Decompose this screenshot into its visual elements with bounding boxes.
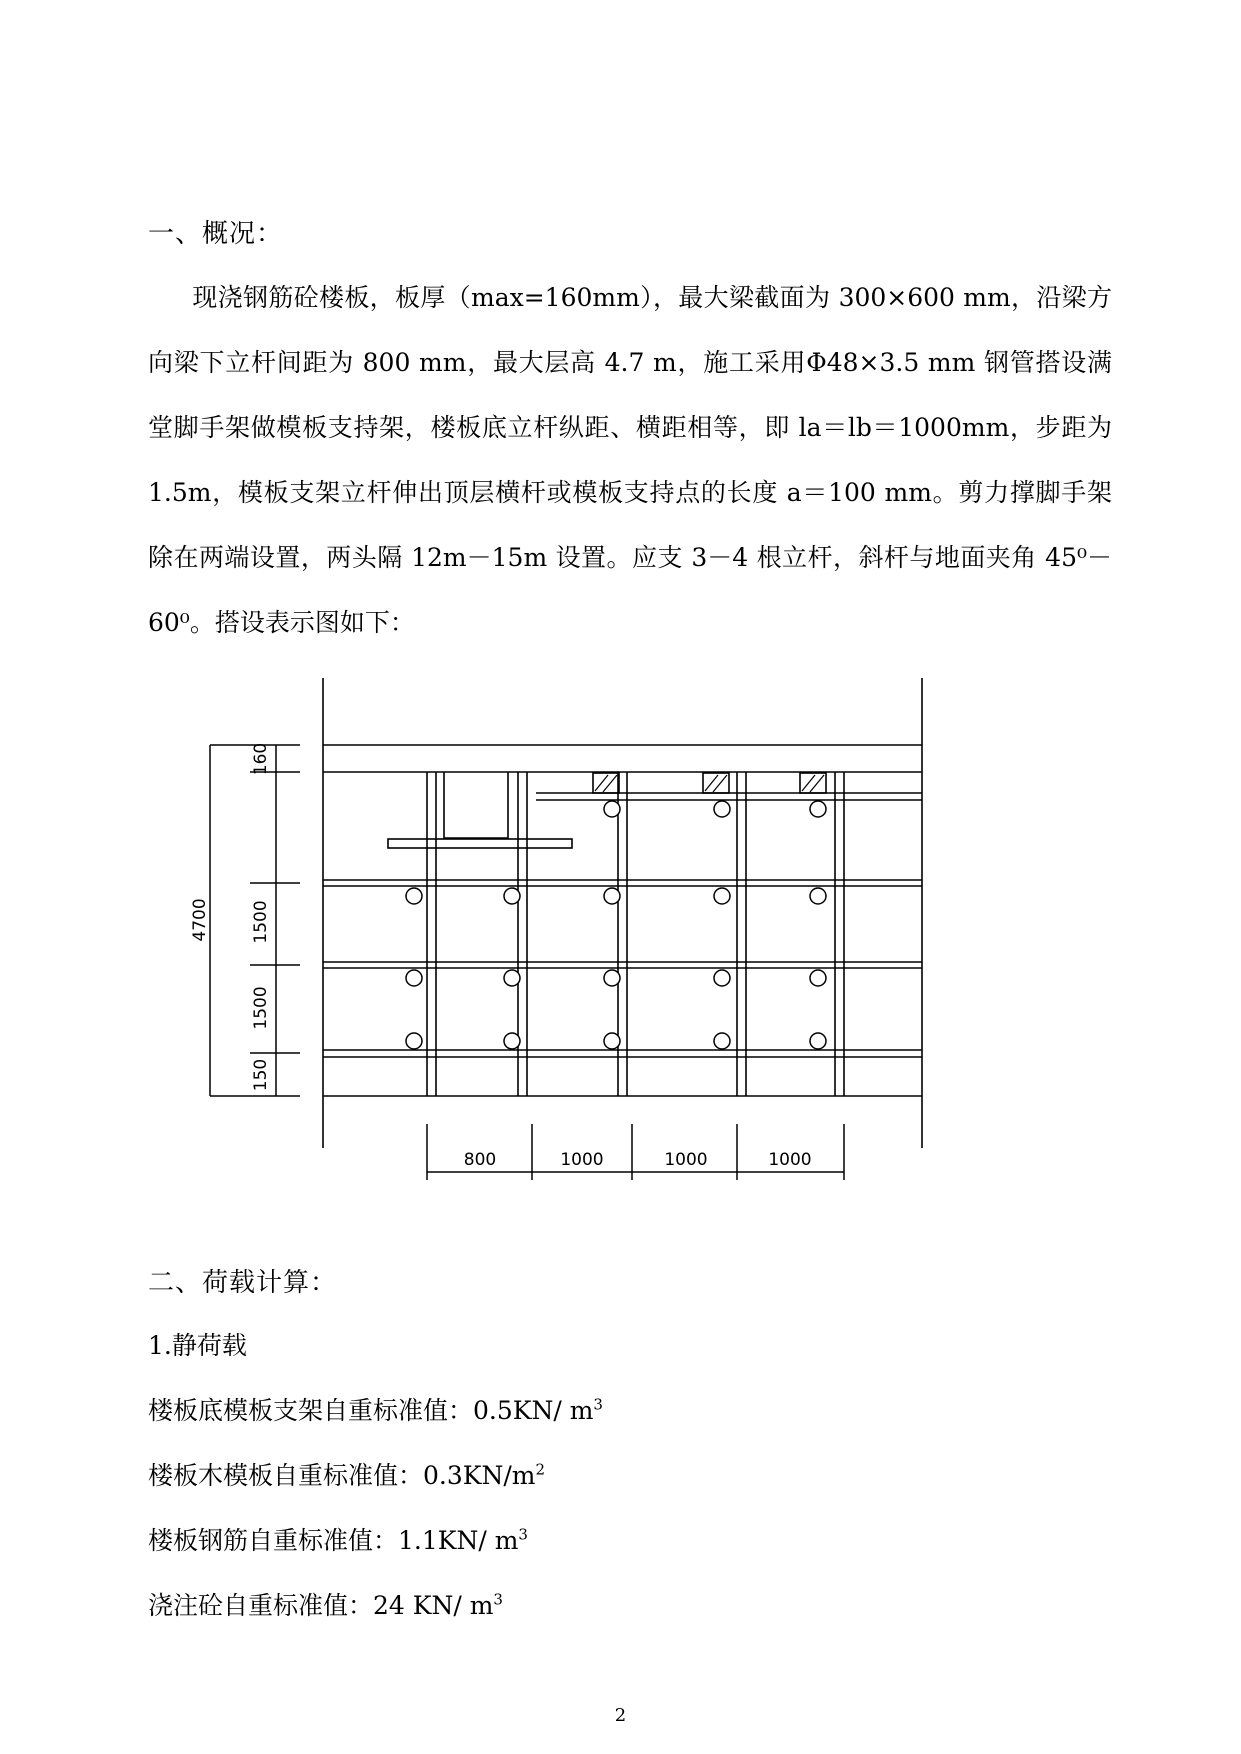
load-item-exponent: 3 — [593, 1395, 603, 1414]
load-item-label: 楼板木模板自重标准值： — [148, 1461, 424, 1490]
dim-total: 4700 — [190, 898, 210, 942]
section1-paragraph-text: 现浇钢筋砼楼板，板厚（max=160mm），最大梁截面为 300×600 mm，沿梁方向梁下立杆间距为 800 mm，最大层高 4.7 m，施工采用Φ48×3.5 mm 钢管搭设满堂脚手架做模板支持架，楼板底立杆纵距、横距相等，即 la＝lb＝1000mm，步距为 1.5m，模板支架立杆伸出顶层横杆或模板支持点的长度 a＝100 mm。剪力撑脚手架除在两端设置，两头隔 12m－15m 设置。应支 3－4 根立杆，斜杆与地面夹角 45⁰－60⁰。搭设表示图如下： — [148, 283, 1112, 637]
page-number: 2 — [614, 1705, 627, 1726]
dim-bottom: 150 — [251, 1058, 271, 1092]
load-item-label: 楼板钢筋自重标准值： — [148, 1526, 399, 1555]
section2-heading: 二、荷载计算： — [148, 1268, 338, 1298]
load-item — [148, 1586, 503, 1622]
load-item-exponent: 3 — [493, 1590, 503, 1609]
section2-subheading: 1.静荷载 — [148, 1331, 247, 1360]
load-item — [148, 1521, 528, 1557]
section1-heading: 一、概况： — [148, 219, 284, 249]
load-item — [148, 1391, 603, 1427]
load-item-value: 0.5KN/ m — [473, 1396, 594, 1425]
dim-h-2: 1000 — [664, 1150, 708, 1170]
load-item-exponent: 2 — [535, 1460, 546, 1479]
load-item-value: 0.3KN/m — [423, 1461, 536, 1490]
load-item-label: 浇注砼自重标准值： — [148, 1591, 374, 1620]
dim-top: 160 — [251, 742, 271, 776]
dim-h-3: 1000 — [768, 1150, 812, 1170]
load-item-label: 楼板底模板支架自重标准值： — [148, 1396, 474, 1425]
dim-mid1: 1500 — [251, 900, 271, 944]
dim-h-0: 800 — [463, 1150, 497, 1170]
load-item — [148, 1456, 545, 1492]
load-item-value: 24 KN/ m — [373, 1591, 494, 1620]
load-item-value: 1.1KN/ m — [398, 1526, 519, 1555]
load-item-exponent: 3 — [518, 1525, 528, 1544]
dim-h-1: 1000 — [560, 1150, 604, 1170]
dim-mid2: 1500 — [251, 986, 271, 1030]
